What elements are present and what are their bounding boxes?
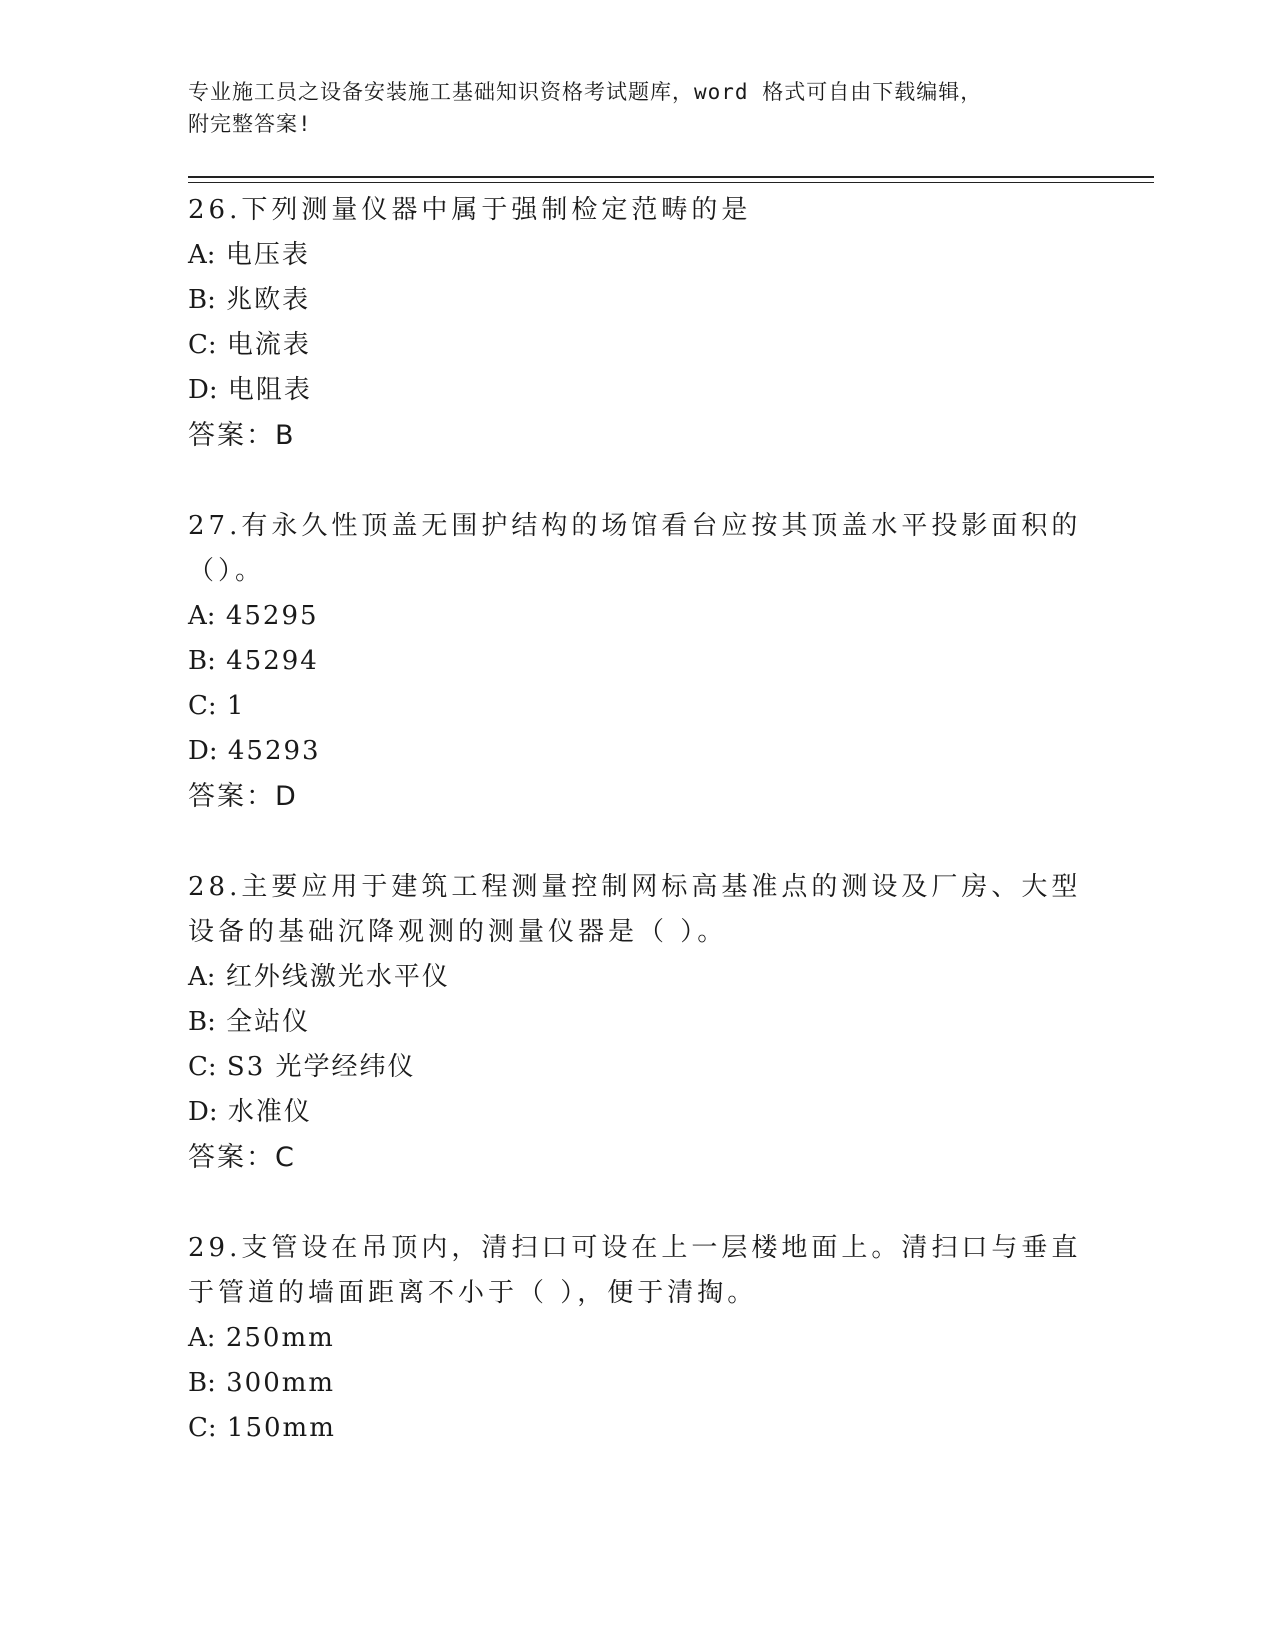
option-b xyxy=(188,1000,1088,1045)
option-text: S3 光学经纬仪 xyxy=(226,1052,416,1082)
option-a xyxy=(188,233,1088,278)
document-header xyxy=(188,76,1068,140)
option-d xyxy=(188,729,1088,774)
question-list xyxy=(188,188,1088,1497)
option-key: B: xyxy=(188,646,216,676)
option-a xyxy=(188,955,1088,1000)
question-text: 27.有永久性顶盖无围护结构的场馆看台应按其顶盖水平投影面积的（）。 xyxy=(188,511,1082,586)
option-key: A: xyxy=(188,240,216,270)
option-d xyxy=(188,368,1088,413)
option-text: 45294 xyxy=(226,646,319,676)
question-28 xyxy=(188,865,1088,1180)
option-a xyxy=(188,1316,1088,1361)
header-divider-thin xyxy=(188,182,1154,183)
option-key: A: xyxy=(188,962,216,992)
option-text: 150mm xyxy=(226,1413,336,1443)
option-key: D: xyxy=(188,736,218,766)
header-line-2: 附完整答案! xyxy=(188,112,312,136)
option-key: B: xyxy=(188,1007,216,1037)
option-c xyxy=(188,684,1088,729)
header-line-1: 专业施工员之设备安装施工基础知识资格考试题库，word 格式可自由下载编辑， xyxy=(188,80,983,104)
option-text: 45295 xyxy=(225,601,319,631)
option-b xyxy=(188,278,1088,323)
question-29 xyxy=(188,1226,1088,1451)
question-27 xyxy=(188,504,1088,819)
option-text: 全站仪 xyxy=(226,1007,311,1037)
option-b xyxy=(188,639,1088,684)
option-text: 45293 xyxy=(227,736,321,766)
option-key: C: xyxy=(188,1413,217,1443)
option-key: D: xyxy=(188,375,218,405)
question-26 xyxy=(188,188,1088,458)
option-c xyxy=(188,1045,1088,1090)
option-text: 红外线激光水平仪 xyxy=(225,962,450,992)
answer-line: 答案：D xyxy=(188,781,298,812)
option-key: A: xyxy=(188,1323,216,1353)
question-text: 28.主要应用于建筑工程测量控制网标高基准点的测设及厂房、大型设备的基础沉降观测的测量仪器是（ ）。 xyxy=(188,872,1082,947)
option-text: 电压表 xyxy=(225,240,310,270)
option-text: 250mm xyxy=(225,1323,335,1353)
option-b xyxy=(188,1361,1088,1406)
question-text: 29.支管设在吊顶内，清扫口可设在上一层楼地面上。清扫口与垂直于管道的墙面距离不小于（ ），便于清掏。 xyxy=(188,1233,1082,1308)
option-text: 水准仪 xyxy=(227,1097,312,1127)
option-key: C: xyxy=(188,691,217,721)
option-text: 1 xyxy=(226,691,246,721)
option-d xyxy=(188,1090,1088,1135)
header-divider-thick xyxy=(188,176,1154,178)
answer-line: 答案：B xyxy=(188,420,296,451)
option-c xyxy=(188,323,1088,368)
option-a xyxy=(188,594,1088,639)
option-c xyxy=(188,1406,1088,1451)
option-key: A: xyxy=(188,601,216,631)
option-key: D: xyxy=(188,1097,218,1127)
option-text: 电流表 xyxy=(226,330,311,360)
option-text: 电阻表 xyxy=(227,375,312,405)
option-text: 300mm xyxy=(226,1368,336,1398)
option-text: 兆欧表 xyxy=(226,285,311,315)
option-key: B: xyxy=(188,1368,216,1398)
question-text: 26.下列测量仪器中属于强制检定范畴的是 xyxy=(188,195,752,225)
option-key: C: xyxy=(188,330,217,360)
option-key: B: xyxy=(188,285,216,315)
answer-line: 答案：C xyxy=(188,1142,296,1173)
option-key: C: xyxy=(188,1052,217,1082)
